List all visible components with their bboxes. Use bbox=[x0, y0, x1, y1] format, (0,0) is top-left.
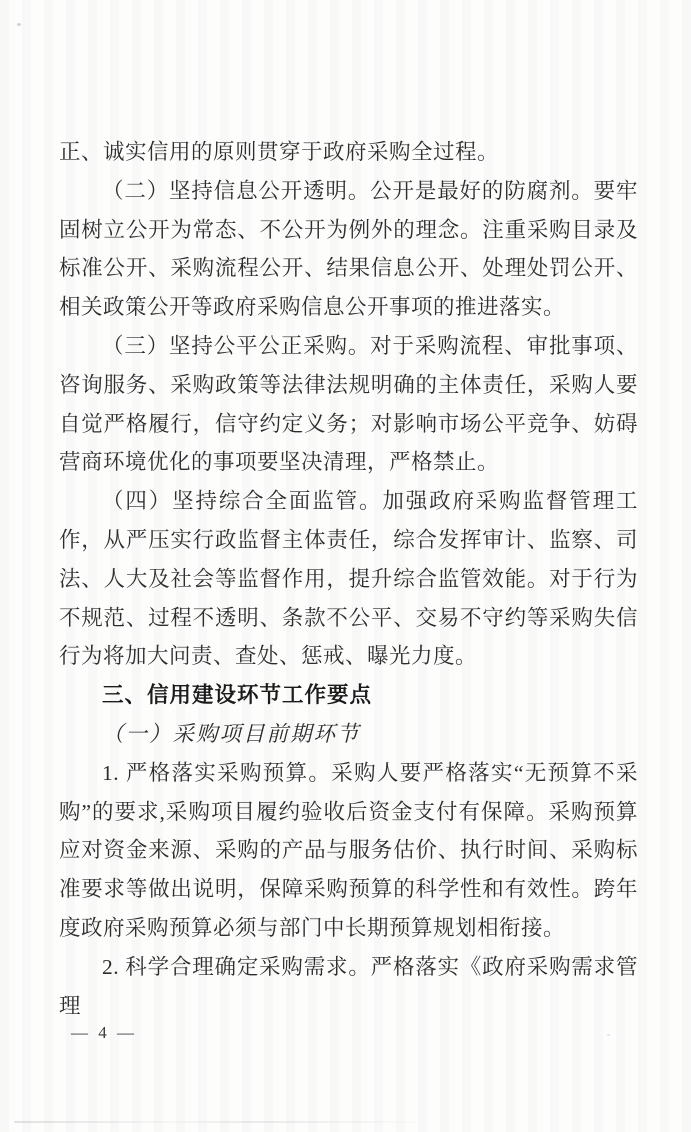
page-number: — 4 — bbox=[71, 1023, 137, 1042]
paragraph-point-2: （二）坚持信息公开透明。公开是最好的防腐剂。要牢固树立公开为常态、不公开为例外的理念。注重采购目录及标准公开、采购流程公开、结果信息公开、处理处罚公开、相关政策公开等政府采购信息公开事项的推进落实。 bbox=[59, 178, 638, 320]
subsection-heading: （一）采购项目前期环节 bbox=[102, 721, 361, 746]
section-heading: 三、信用建设环节工作要点 bbox=[102, 683, 373, 708]
paragraph-continuation: 正、诚实信用的原则贯穿于政府采购全过程。 bbox=[59, 140, 500, 164]
paragraph-point-4: （四）坚持综合全面监管。加强政府采购监督管理工作，从严压实行政监督主体责任，综合发挥审计、监察、司法、人大及社会等监督作用，提升综合监管效能。对于行为不规范、过程不透明、条款不公平、交易不守约等采购失信行为将加大问责、查处、惩戒、曝光力度。 bbox=[59, 489, 638, 669]
scan-artifact-dot bbox=[17, 23, 21, 26]
document-body bbox=[59, 133, 638, 1025]
paragraph-item-2: 2. 科学合理确定采购需求。严格落实《政府采购需求管理 bbox=[59, 954, 638, 1018]
paragraph-item-1: 1. 严格落实采购预算。采购人要严格落实“无预算不采购”的要求,采购项目履约验收后资金支付有保障。采购预算应对资金来源、采购的产品与服务估价、执行时间、采购标准要求等做出说明，保障采购预算的科学性和有效性。跨年度政府采购预算必须与部门中长期预算规划相衔接。 bbox=[59, 760, 638, 940]
paragraph-point-3: （三）坚持公平公正采购。对于采购流程、审批事项、咨询服务、采购政策等法律法规明确的主体责任，采购人要自觉严格履行，信守约定义务；对影响市场公平竞争、妨碍营商环境优化的事项要坚决清理，严格禁止。 bbox=[59, 333, 638, 475]
scan-artifact-dot bbox=[607, 1034, 610, 1036]
scan-artifact-smudge bbox=[14, 1121, 414, 1123]
